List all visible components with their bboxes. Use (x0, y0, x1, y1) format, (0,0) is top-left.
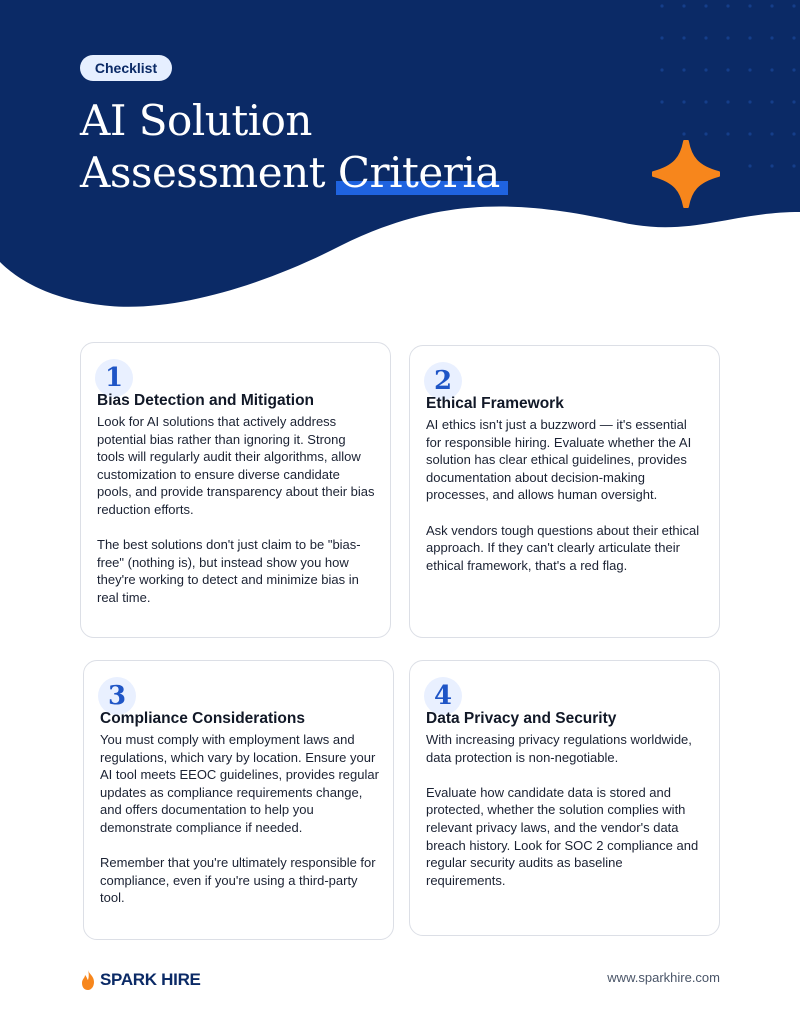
card-paragraph: The best solutions don't just claim to be "bias-free" (nothing is), but instead show you how they're working to detect and minimize bias in real time. (97, 537, 361, 605)
page-title (80, 95, 500, 199)
card-body (100, 731, 379, 925)
card-body (426, 731, 705, 907)
card-paragraph: Evaluate how candidate data is stored and protected, whether the solution complies with relevant privacy laws, and the vendor's data breach history. Look for SOC 2 compliance and regular security audits as baseline requirements. (426, 784, 699, 888)
card-number-badge: 4 (424, 677, 462, 715)
brand-wordmark: SPARK HIRE (100, 970, 201, 989)
card-paragraph: AI ethics isn't just a buzzword — it's essential for responsible hiring. Evaluate whether the AI solution has clear ethical guidelines, provides documentation about decision-making processes, and allows human oversight. (426, 417, 692, 503)
card-body (426, 416, 705, 592)
card-title: Data Privacy and Security (426, 710, 617, 727)
card-paragraph: You must comply with employment laws and regulations, which vary by location. Ensure your AI tool meets EEOC guidelines, provides regular updates as compliance requirements change, and offers documentation to help you demonstrate compliance if needed. (100, 732, 379, 835)
card-paragraph: Remember that you're ultimately responsible for compliance, even if you're using a third-party tool. (100, 855, 376, 906)
criteria-card-2 (409, 345, 720, 638)
card-number-badge: 2 (424, 362, 462, 400)
sparkle-icon (652, 140, 720, 208)
card-title: Bias Detection and Mitigation (97, 392, 315, 409)
title-line-1: AI Solution (80, 96, 312, 145)
website-link[interactable]: www.sparkhire.com (607, 970, 720, 985)
criteria-card-1 (80, 342, 391, 638)
card-number-badge: 1 (95, 359, 133, 397)
card-paragraph: Ask vendors tough questions about their ethical approach. If they can't clearly articulate their ethical framework, that's a red flag. (426, 522, 700, 573)
card-title: Ethical Framework (426, 395, 564, 412)
title-line-2-part-a: Assessment (80, 148, 338, 197)
checklist-badge: Checklist (80, 55, 172, 81)
card-paragraph: Look for AI solutions that actively address potential bias rather than ignoring it. Strong tools will regularly audit their algorithms, allow customization to ensure diverse candidate pools, and provide transparency about their bias reduction efforts. (97, 414, 375, 517)
flame-icon (80, 969, 96, 991)
criteria-card-3 (83, 660, 394, 940)
title-highlighted-word: Criteria (337, 148, 500, 197)
spark-hire-logo[interactable] (80, 968, 201, 992)
card-number-badge: 3 (98, 677, 136, 715)
card-body (97, 413, 376, 624)
card-paragraph: With increasing privacy regulations worldwide, data protection is non-negotiable. (426, 732, 692, 765)
card-title: Compliance Considerations (100, 710, 305, 727)
title-line-2 (80, 147, 500, 199)
criteria-card-4 (409, 660, 720, 936)
